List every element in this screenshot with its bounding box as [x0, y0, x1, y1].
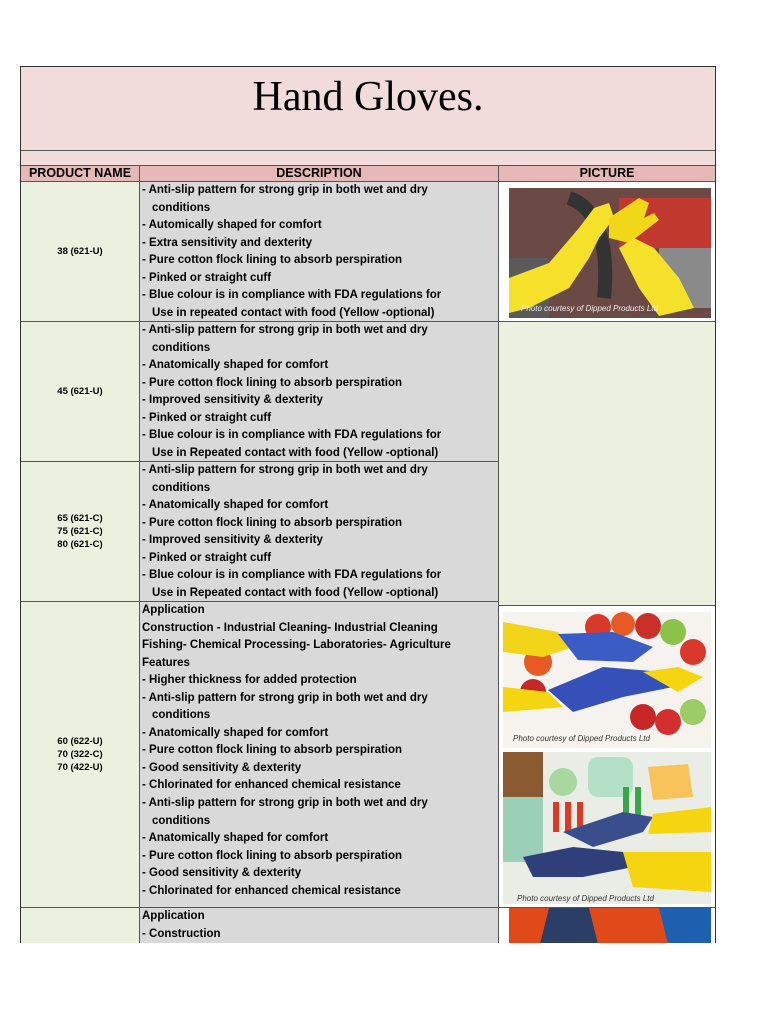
- description-line: Use in Repeated contact with food (Yellow -optional): [152, 586, 439, 599]
- spacer-row: [21, 151, 715, 166]
- yellow-gloves-image: [509, 188, 711, 318]
- product-name-cell: [21, 462, 140, 602]
- page-title: Hand Gloves.: [252, 74, 484, 120]
- product-name-cell: [21, 908, 140, 943]
- product-sheet: [20, 66, 716, 943]
- description-line: - Pure cotton flock lining to absorb perspiration: [142, 744, 403, 756]
- description-line: - Pure cotton flock lining to absorb perspiration: [142, 254, 403, 266]
- description-cell: [140, 602, 499, 796]
- product-code: 80 (621-C): [57, 539, 103, 550]
- picture-cell: [499, 908, 715, 943]
- description-line: - Pinked or straight cuff: [142, 271, 272, 284]
- description-line: conditions: [152, 201, 211, 214]
- empty-picture-cell: [499, 322, 715, 606]
- description-line: Use in Repeated contact with food (Yellow -optional): [152, 446, 439, 459]
- description-line: - Blue colour is in compliance with FDA regulations for: [142, 429, 442, 441]
- description-line: conditions: [152, 814, 211, 827]
- photo-credit: Photo courtesy of Dipped Products Ltd: [521, 304, 658, 313]
- fruit-gloves-photo: [503, 612, 711, 748]
- product-code: 65 (621-C): [57, 513, 103, 524]
- product-code: 45 (621-U): [57, 386, 103, 397]
- product-name-cell: [21, 602, 140, 908]
- header-product-name: PRODUCT NAME: [21, 166, 140, 182]
- description-line: - Anti-slip pattern for strong grip in both wet and dry: [142, 797, 428, 809]
- description-line: - Anti-slip pattern for strong grip in both wet and dry: [142, 691, 428, 704]
- description-line: conditions: [152, 481, 211, 494]
- description-line: - Good sensitivity & dexterity: [142, 761, 302, 774]
- description-line: Use in repeated contact with food (Yellow -optional): [152, 306, 435, 319]
- description-line: Fishing- Chemical Processing- Laboratories- Agriculture: [142, 639, 451, 651]
- picture-cell: [499, 182, 715, 322]
- product-code: 70 (422-U): [57, 762, 103, 773]
- description-line: - Pure cotton flock lining to absorb perspiration: [142, 376, 403, 389]
- description-line: Application: [142, 604, 205, 616]
- description-line: - Pinked or straight cuff: [142, 411, 272, 424]
- description-line: - Blue colour is in compliance with FDA regulations for: [142, 569, 442, 581]
- description-line: Construction - Industrial Cleaning- Industrial Cleaning: [142, 621, 438, 634]
- description-line: conditions: [152, 709, 211, 721]
- description-line: - Improved sensitivity & dexterity: [142, 534, 323, 546]
- description-line: Application: [142, 910, 205, 922]
- lab-gloves-image: [503, 752, 711, 904]
- picture-cell: [499, 606, 715, 908]
- description-line: - Anti-slip pattern for strong grip in both wet and dry: [142, 324, 428, 336]
- description-line: - Chlorinated for enhanced chemical resistance: [142, 779, 401, 791]
- description-cell: [140, 795, 499, 908]
- header-picture: PICTURE: [499, 166, 715, 182]
- description-cell: [140, 182, 499, 322]
- product-name-cell: [21, 182, 140, 322]
- description-line: - Chlorinated for enhanced chemical resistance: [142, 884, 401, 897]
- description-line: - Improved sensitivity & dexterity: [142, 394, 323, 406]
- description-line: - Anatomically shaped for comfort: [142, 726, 329, 739]
- construction-gloves-image: [509, 908, 711, 943]
- description-line: - Pure cotton flock lining to absorb perspiration: [142, 849, 403, 862]
- description-line: - Higher thickness for added protection: [142, 674, 357, 686]
- header-description: DESCRIPTION: [140, 166, 499, 182]
- product-code: 60 (622-U): [57, 736, 103, 747]
- title-band: [21, 67, 715, 151]
- fruit-gloves-image: [503, 612, 711, 748]
- description-line: - Anatomically shaped for comfort: [142, 499, 329, 511]
- description-line: - Extra sensitivity and dexterity: [142, 236, 313, 249]
- description-line: - Anti-slip pattern for strong grip in both wet and dry: [142, 464, 428, 476]
- description-cell: [140, 908, 499, 943]
- description-cell: [140, 462, 499, 602]
- photo-credit: Photo courtesy of Dipped Products Ltd: [517, 894, 654, 903]
- description-line: - Construction: [142, 927, 221, 940]
- description-line: - Pinked or straight cuff: [142, 551, 272, 564]
- yellow-gloves-photo: [509, 188, 711, 318]
- description-line: conditions: [152, 341, 211, 354]
- description-line: - Anatomically shaped for comfort: [142, 832, 329, 844]
- photo-credit: Photo courtesy of Dipped Products Ltd: [513, 734, 650, 743]
- description-line: - Pure cotton flock lining to absorb perspiration: [142, 516, 403, 529]
- lab-gloves-photo: [503, 752, 711, 904]
- description-line: - Automically shaped for comfort: [142, 219, 322, 231]
- product-code: 70 (322-C): [57, 749, 103, 760]
- description-line: - Blue colour is in compliance with FDA regulations for: [142, 289, 442, 301]
- description-line: Features: [142, 656, 190, 669]
- product-name-cell: [21, 322, 140, 462]
- construction-gloves-photo: [509, 908, 711, 943]
- product-code: 75 (621-C): [57, 526, 103, 537]
- description-line: - Anti-slip pattern for strong grip in both wet and dry: [142, 184, 428, 196]
- description-line: - Anatomically shaped for comfort: [142, 359, 329, 371]
- product-code: 38 (621-U): [57, 246, 103, 257]
- description-cell: [140, 322, 499, 462]
- description-line: - Good sensitivity & dexterity: [142, 867, 302, 879]
